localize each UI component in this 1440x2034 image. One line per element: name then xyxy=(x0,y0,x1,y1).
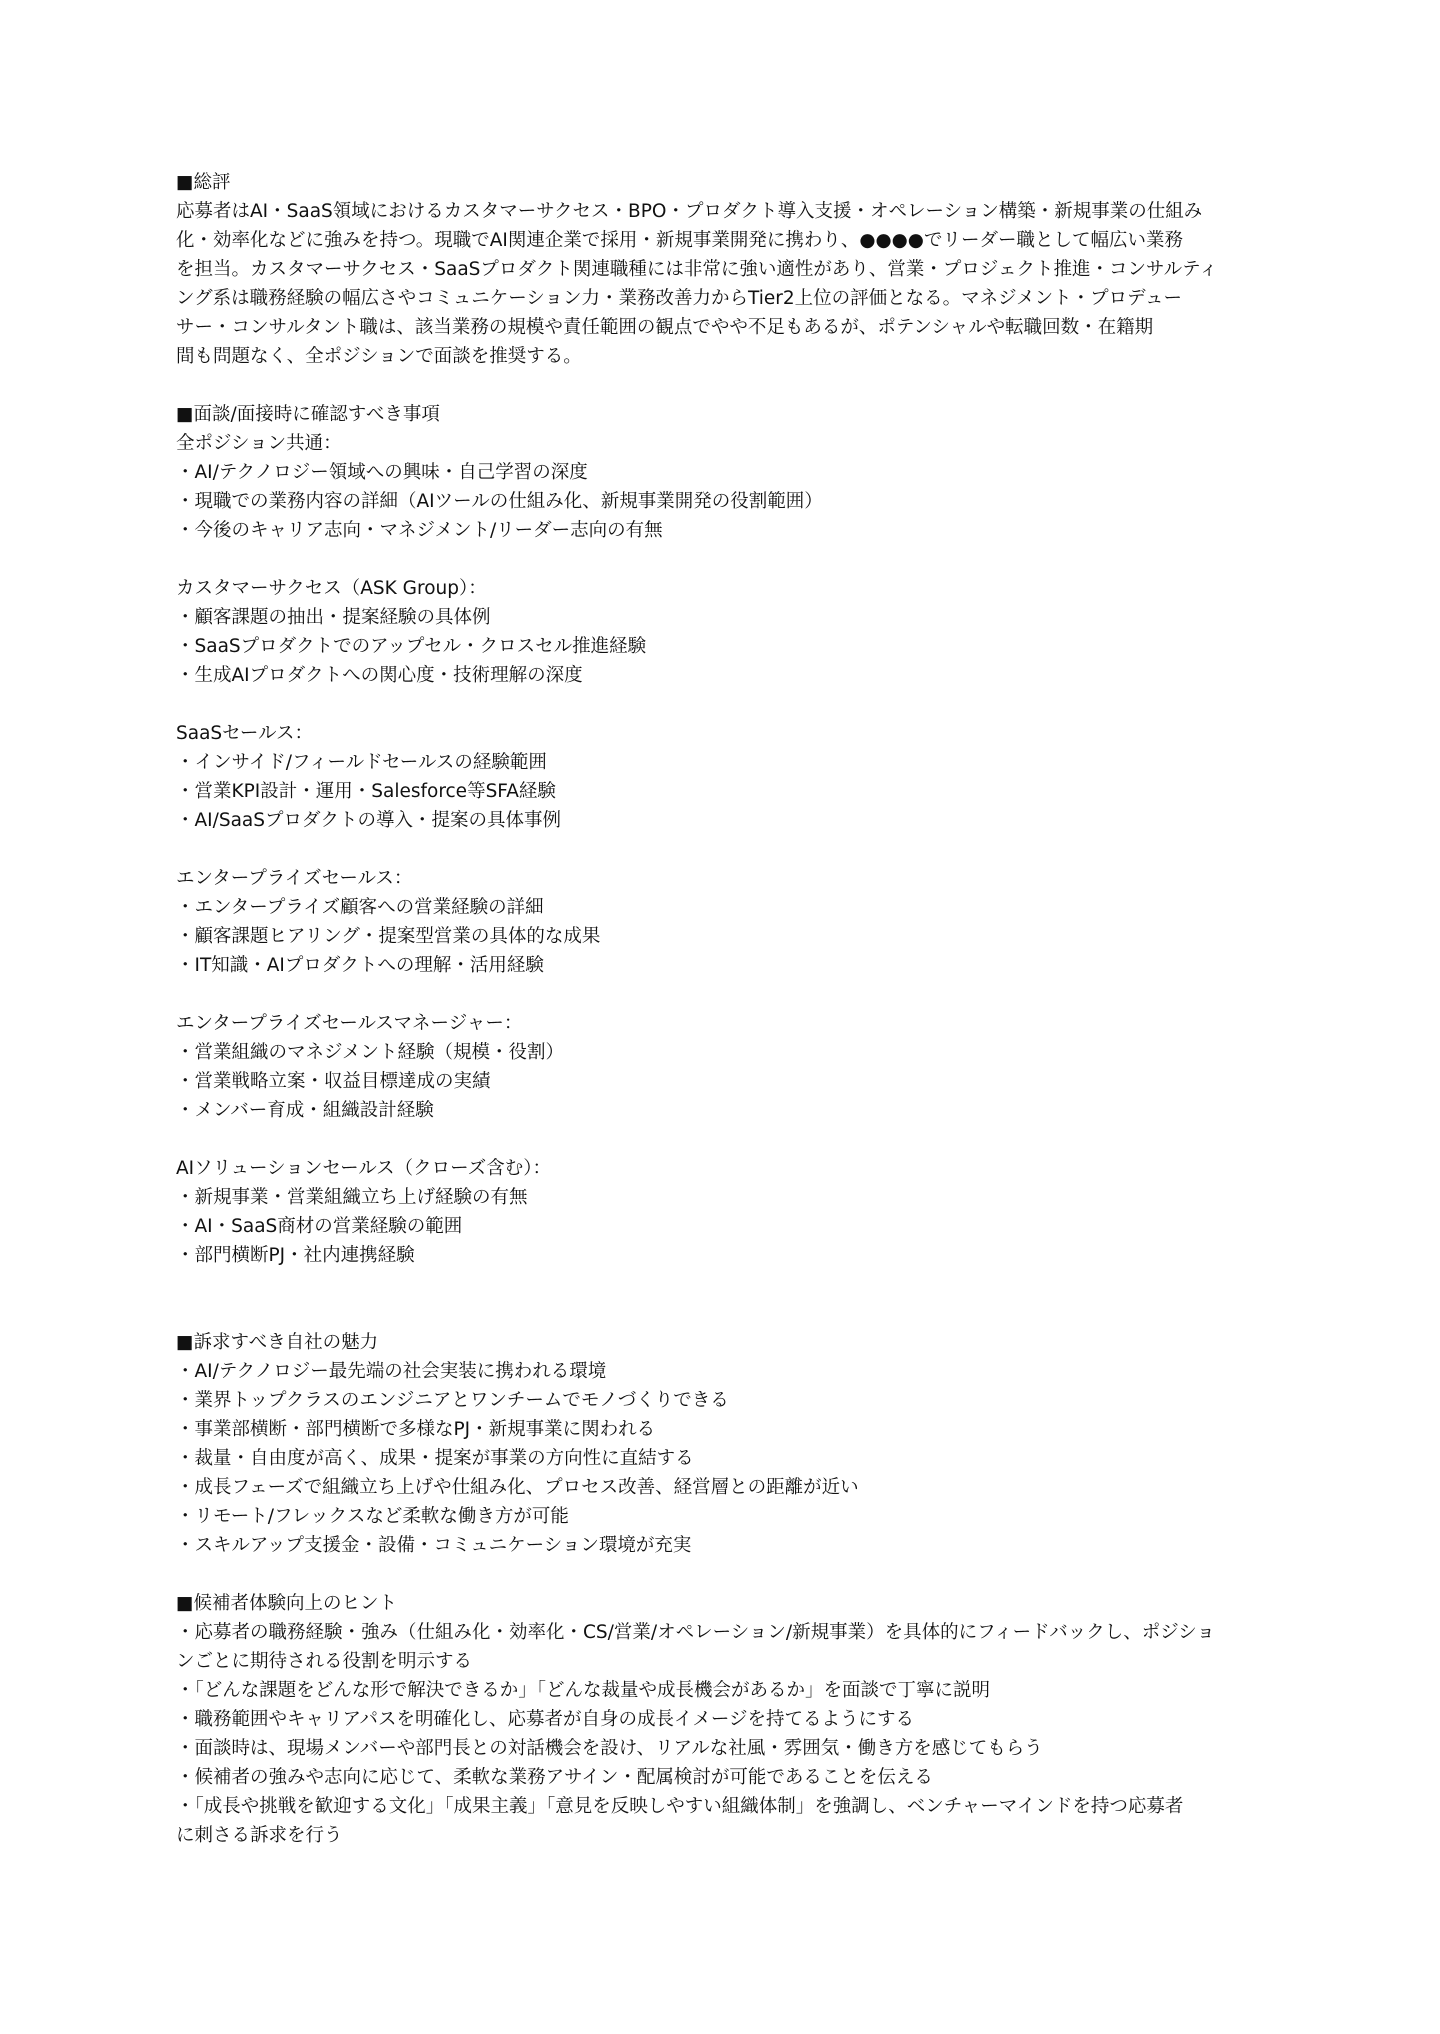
summary-line: を担当。カスタマーサクセス・SaaSプロダクト関連職種には非常に強い適性があり、営業・プロジェクト推進・コンサルティ xyxy=(176,259,1218,280)
hints-section xyxy=(176,1589,1276,1850)
summary-line: 間も問題なく、全ポジションで面談を推奨する。 xyxy=(176,346,582,367)
list-item: ・裁量・自由度が高く、成果・提案が事業の方向性に直結する xyxy=(176,1448,694,1469)
list-item: ・応募者の職務経験・強み（仕組み化・効率化・CS/営業/オペレーション/新規事業）を具体的にフィードバックし、ポジショ xyxy=(176,1622,1215,1643)
list-item: ・エンタープライズ顧客への営業経験の詳細 xyxy=(176,897,544,918)
group-title: SaaSセールス： xyxy=(176,723,313,744)
group-title: カスタマーサクセス（ASK Group）： xyxy=(176,578,487,599)
interview-section xyxy=(176,400,1276,1270)
list-item: ・顧客課題の抽出・提案経験の具体例 xyxy=(176,607,491,628)
list-item-continuation: に刺さる訴求を行う xyxy=(176,1825,343,1846)
list-item: ・AI・SaaS商材の営業経験の範囲 xyxy=(176,1216,463,1237)
group-title: AIソリューションセールス（クローズ含む）： xyxy=(176,1158,551,1179)
list-item: ・候補者の強みや志向に応じて、柔軟な業務アサイン・配属検討が可能であることを伝える xyxy=(176,1767,933,1788)
list-item: ・AI/テクノロジー領域への興味・自己学習の深度 xyxy=(176,462,588,483)
list-item: ・面談時は、現場メンバーや部門長との対話機会を設け、リアルな社風・雰囲気・働き方を感じてもらう xyxy=(176,1738,1043,1759)
group-title: 全ポジション共通： xyxy=(176,433,342,454)
list-item: ・今後のキャリア志向・マネジメント/リーダー志向の有無 xyxy=(176,520,663,541)
list-item: ・営業KPI設計・運用・Salesforce等SFA経験 xyxy=(176,781,556,802)
group-title: エンタープライズセールス： xyxy=(176,868,413,889)
list-item: ・事業部横断・部門横断で多様なPJ・新規事業に関われる xyxy=(176,1419,656,1440)
summary-line: 応募者はAI・SaaS領域におけるカスタマーサクセス・BPO・プロダクト導入支援・オペレーション構築・新規事業の仕組み xyxy=(176,201,1203,222)
list-item: ・AI/テクノロジー最先端の社会実装に携われる環境 xyxy=(176,1361,607,1382)
list-item: ・生成AIプロダクトへの関心度・技術理解の深度 xyxy=(176,665,583,686)
list-item: ・リモート/フレックスなど柔軟な働き方が可能 xyxy=(176,1506,569,1527)
group-title: エンタープライズセールスマネージャー： xyxy=(176,1013,523,1034)
hints-heading: ■候補者体験向上のヒント xyxy=(176,1593,397,1614)
appeal-section xyxy=(176,1328,1276,1560)
list-item: ・顧客課題ヒアリング・提案型営業の具体的な成果 xyxy=(176,926,601,947)
list-item: ・現職での業務内容の詳細（AIツールの仕組み化、新規事業開発の役割範囲） xyxy=(176,491,823,512)
list-item: ・SaaSプロダクトでのアップセル・クロスセル推進経験 xyxy=(176,636,647,657)
list-item: ・営業戦略立案・収益目標達成の実績 xyxy=(176,1071,491,1092)
appeal-heading: ■訴求すべき自社の魅力 xyxy=(176,1332,379,1353)
interview-heading: ■面談/面接時に確認すべき事項 xyxy=(176,404,440,425)
summary-heading: ■総評 xyxy=(176,172,231,193)
list-item: ・IT知識・AIプロダクトへの理解・活用経験 xyxy=(176,955,544,976)
summary-line: サー・コンサルタント職は、該当業務の規模や責任範囲の観点でやや不足もあるが、ポテンシャルや転職回数・在籍期 xyxy=(176,317,1154,338)
list-item-continuation: ンごとに期待される役割を明示する xyxy=(176,1651,473,1672)
list-item: ・新規事業・営業組織立ち上げ経験の有無 xyxy=(176,1187,528,1208)
list-item: ・職務範囲やキャリアパスを明確化し、応募者が自身の成長イメージを持てるようにする xyxy=(176,1709,914,1730)
summary-section xyxy=(176,168,1276,371)
list-item: ・「成長や挑戦を歓迎する文化」「成果主義」「意見を反映しやすい組織体制」を強調し、ベンチャーマインドを持つ応募者 xyxy=(176,1796,1184,1817)
list-item: ・メンバー育成・組織設計経験 xyxy=(176,1100,434,1121)
list-item: ・スキルアップ支援金・設備・コミュニケーション環境が充実 xyxy=(176,1535,692,1556)
list-item: ・業界トップクラスのエンジニアとワンチームでモノづくりできる xyxy=(176,1390,729,1411)
summary-line: ング系は職務経験の幅広さやコミュニケーション力・業務改善力からTier2上位の評価となる。マネジメント・プロデュー xyxy=(176,288,1183,309)
list-item: ・部門横断PJ・社内連携経験 xyxy=(176,1245,415,1266)
list-item: ・「どんな課題をどんな形で解決できるか」「どんな裁量や成長機会があるか」を面談で丁寧に説明 xyxy=(176,1680,991,1701)
list-item: ・成長フェーズで組織立ち上げや仕組み化、プロセス改善、経営層との距離が近い xyxy=(176,1477,859,1498)
document-page xyxy=(176,168,1276,1850)
list-item: ・営業組織のマネジメント経験（規模・役割） xyxy=(176,1042,564,1063)
list-item: ・AI/SaaSプロダクトの導入・提案の具体事例 xyxy=(176,810,562,831)
list-item: ・インサイド/フィールドセールスの経験範囲 xyxy=(176,752,547,773)
summary-line: 化・効率化などに強みを持つ。現職でAI関連企業で採用・新規事業開発に携わり、●●●●でリーダー職として幅広い業務 xyxy=(176,230,1183,251)
